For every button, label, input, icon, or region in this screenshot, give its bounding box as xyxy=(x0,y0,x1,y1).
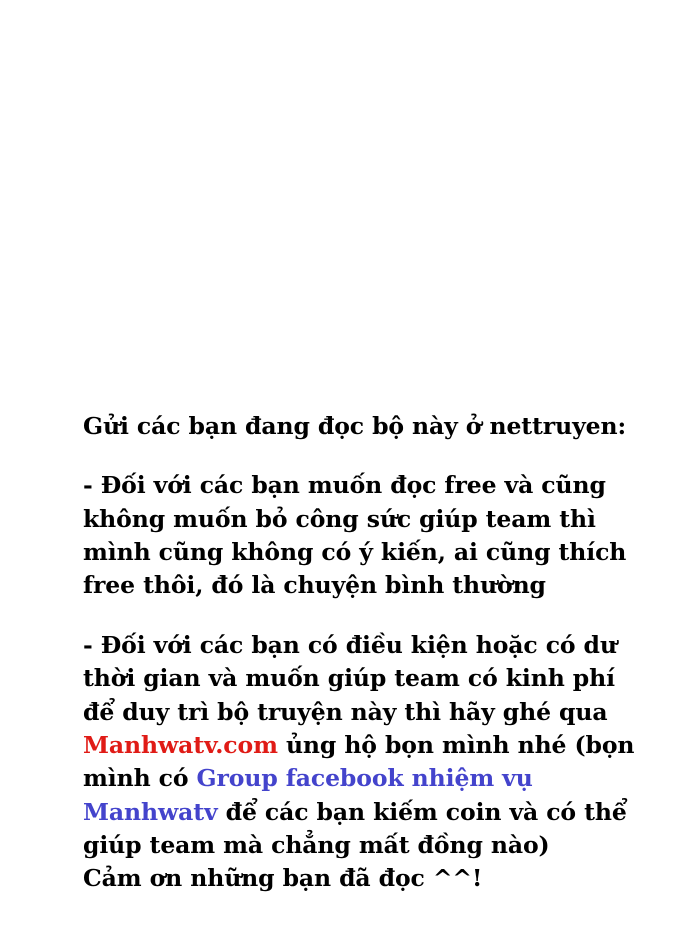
notice-paragraph-free: - Đối với các bạn muốn đọc free và cũng không muốn bỏ công sức giúp team thì mình cũng không có ý kiến, ai cũng thích free thôi, đó là chuyện bình thường xyxy=(83,471,627,600)
notice-paragraph-support xyxy=(83,629,650,863)
notice-heading: Gửi các bạn đang đọc bộ này ở nettruyen: xyxy=(83,412,627,440)
facebook-group-link[interactable]: Group facebook nhiệm vụ Manhwatv xyxy=(83,764,533,826)
notice-thanks: Cảm ơn những bạn đã đọc ^^! xyxy=(83,864,483,893)
support-text-part2: ủng hộ bọn mình nhé (bọn mình có xyxy=(83,730,635,793)
support-text-part1: - Đối với các bạn có điều kiện hoặc có dư thời gian và muốn giúp team có kinh phí để duy trì bộ truyện này thì hãy ghé qua xyxy=(83,630,617,726)
manhwatv-link[interactable]: Manhwatv.com xyxy=(83,730,278,759)
support-text-part3: để các bạn kiếm coin và có thể giúp team mà chẳng mất đồng nào) xyxy=(83,797,627,859)
